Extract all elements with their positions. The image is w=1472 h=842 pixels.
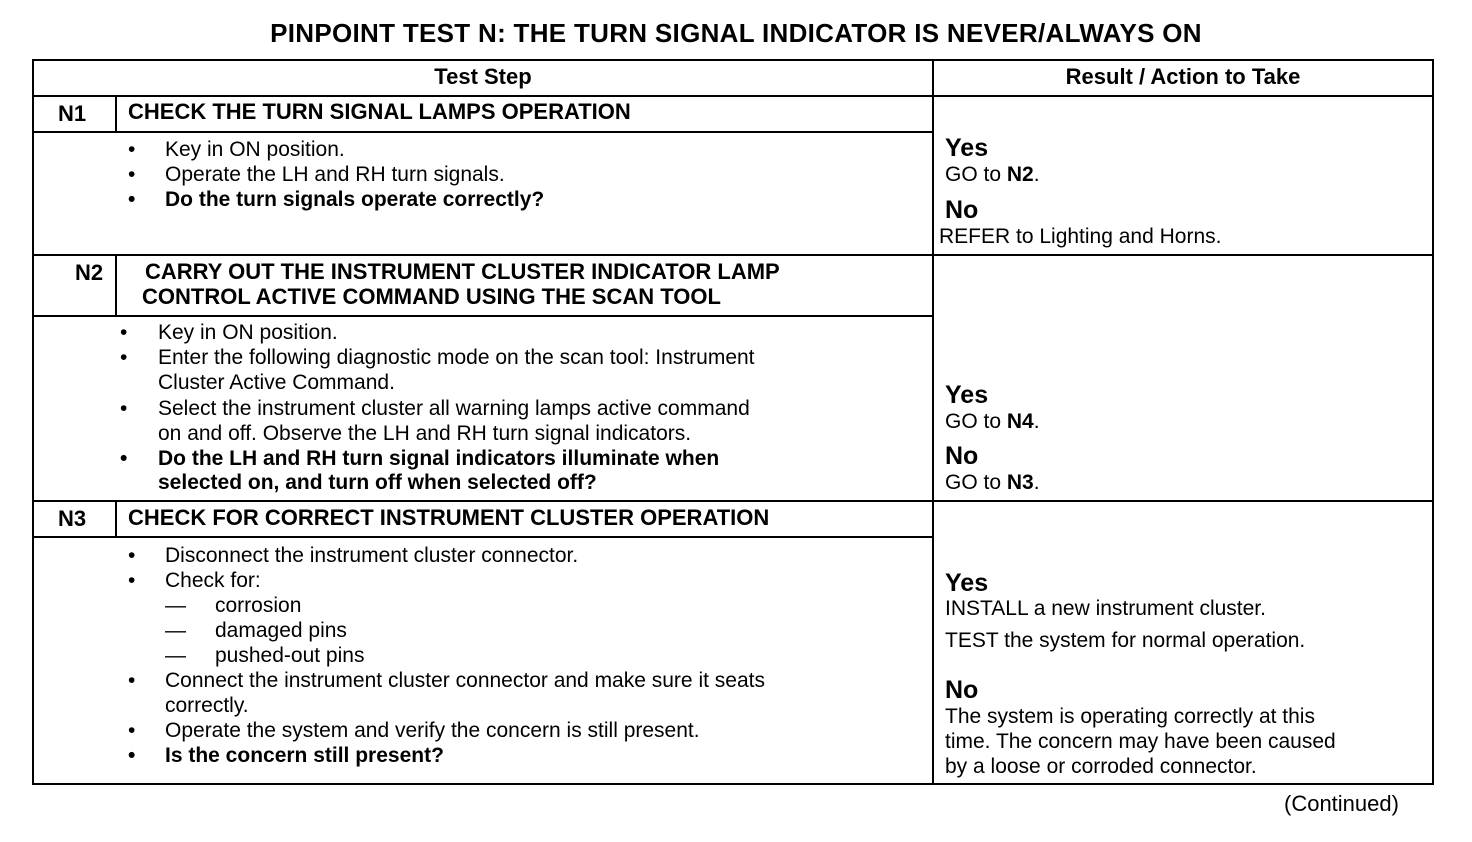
result-no-action-n3-line2: time. The concern may have been caused (945, 730, 1336, 753)
list-item: • Is the concern still present? (128, 744, 444, 767)
list-item: on and off. Observe the LH and RH turn signal indicators. (158, 422, 692, 445)
list-item: • Enter the following diagnostic mode on the scan tool: Instrument (120, 346, 755, 369)
step-heading-n2-line2: CONTROL ACTIVE COMMAND USING THE SCAN TOOL (142, 284, 721, 309)
list-item: correctly. (165, 694, 249, 717)
list-item: • Operate the system and verify the concern is still present. (128, 719, 700, 742)
column-header-test-step: Test Step (434, 64, 532, 89)
step-id-n3: N3 (58, 506, 87, 531)
list-item: Cluster Active Command. (158, 371, 395, 394)
list-item: • Do the turn signals operate correctly? (128, 188, 545, 211)
list-item: — damaged pins (165, 619, 347, 642)
step-heading-n1: CHECK THE TURN SIGNAL LAMPS OPERATION (128, 99, 631, 124)
result-no-action-n3-line3: by a loose or corroded connector. (945, 755, 1257, 778)
step-heading-n2-line1: CARRY OUT THE INSTRUMENT CLUSTER INDICATOR LAMP (145, 259, 780, 284)
step-id-n2: N2 (75, 260, 104, 285)
result-no-action-n2: GO to N3. (945, 471, 1040, 494)
result-yes-action-n2: GO to N4. (945, 410, 1040, 433)
result-yes-action-n3-line2: TEST the system for normal operation. (945, 629, 1306, 652)
result-yes-n3: Yes (945, 569, 989, 597)
list-item: • Key in ON position. (120, 321, 338, 344)
list-item: • Key in ON position. (128, 138, 345, 161)
column-header-result: Result / Action to Take (1065, 64, 1301, 89)
result-no-action-n1: REFER to Lighting and Horns. (939, 225, 1222, 248)
list-item: • Operate the LH and RH turn signals. (128, 163, 505, 186)
result-no-action-n3-line1: The system is operating correctly at this (945, 705, 1315, 728)
page-title: PINPOINT TEST N: THE TURN SIGNAL INDICATOR IS NEVER/ALWAYS ON (270, 18, 1202, 48)
continued-label: (Continued) (1284, 791, 1399, 816)
result-no-n2: No (945, 442, 979, 470)
list-item: • Do the LH and RH turn signal indicators illuminate when (120, 447, 720, 470)
step-heading-n3: CHECK FOR CORRECT INSTRUMENT CLUSTER OPERATION (128, 505, 770, 530)
result-yes-n2: Yes (945, 381, 989, 409)
list-item: • Select the instrument cluster all warning lamps active command (120, 397, 750, 420)
result-no-n3: No (945, 676, 979, 704)
list-item: • Connect the instrument cluster connector and make sure it seats (128, 669, 765, 692)
list-item: — corrosion (165, 594, 302, 617)
result-yes-n1: Yes (945, 134, 989, 162)
step-id-n1: N1 (58, 101, 87, 126)
list-item: selected on, and turn off when selected off? (158, 471, 597, 494)
result-yes-action-n1: GO to N2. (945, 163, 1040, 186)
result-no-n1: No (945, 196, 979, 224)
list-item: — pushed-out pins (165, 644, 365, 667)
result-yes-action-n3-line1: INSTALL a new instrument cluster. (945, 597, 1266, 620)
list-item: • Disconnect the instrument cluster connector. (128, 544, 579, 567)
list-item: • Check for: (128, 569, 261, 592)
